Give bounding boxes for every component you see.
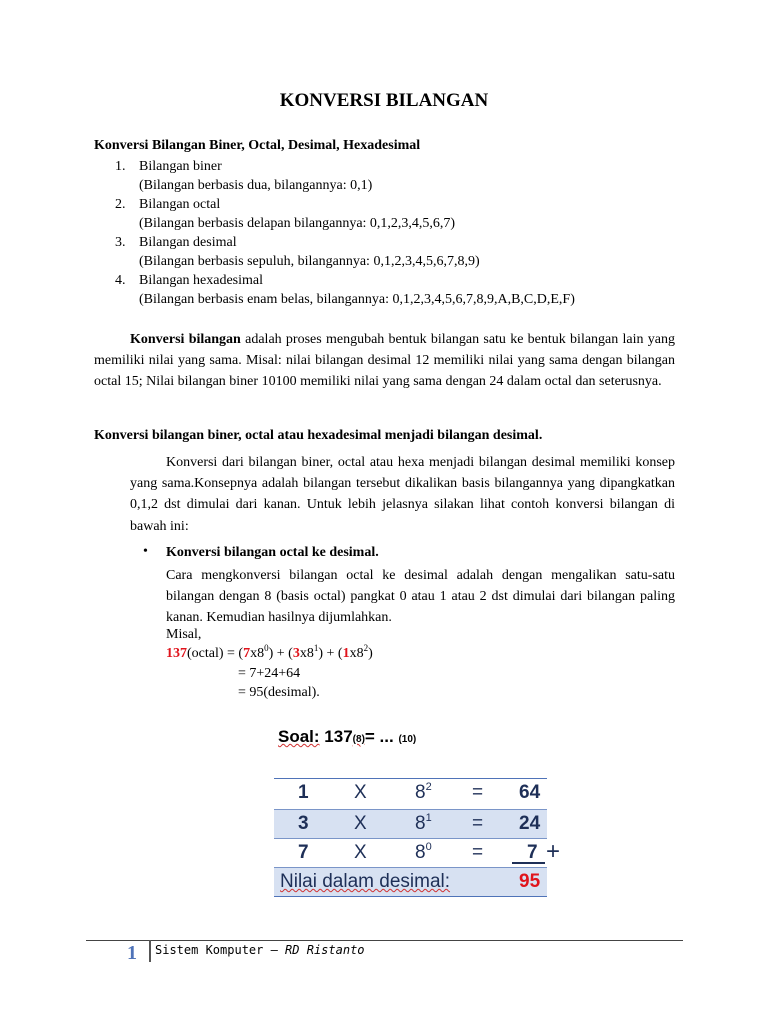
- list-item-label: Bilangan hexadesimal: [139, 273, 264, 288]
- list-item-desc: (Bilangan berbasis dua, bilangannya: 0,1): [139, 178, 373, 193]
- row-result: 24: [519, 813, 541, 834]
- bullet-heading: Konversi bilangan octal ke desimal.: [166, 545, 379, 560]
- list-item-desc: (Bilangan berbasis delapan bilangannya: 0,1,2,3,4,5,6,7): [139, 216, 456, 231]
- row-exponent: 2: [425, 781, 432, 793]
- row-base: 8: [415, 813, 426, 834]
- list-item-label: Bilangan desimal: [139, 235, 237, 250]
- table-total-row: [274, 867, 547, 897]
- list-item-desc: (Bilangan berbasis sepuluh, bilangannya: 0,1,2,3,4,5,6,7,8,9): [139, 254, 480, 269]
- section-heading-conversion: Konversi bilangan biner, octal atau hexadesimal menjadi bilangan desimal.: [94, 428, 543, 443]
- row-digit: 1: [298, 782, 309, 803]
- example-digit: 1: [342, 646, 350, 661]
- page-number: 1: [127, 942, 137, 964]
- list-item-label: Bilangan octal: [139, 197, 221, 212]
- list-item-label: Bilangan biner: [139, 159, 222, 174]
- sum-underline: [512, 862, 545, 864]
- footer-course: Sistem Komputer –: [155, 943, 286, 957]
- soal-base: (8): [352, 734, 365, 745]
- row-equals: =: [472, 782, 484, 803]
- example-digit: 3: [292, 646, 300, 661]
- row-result: 7: [527, 842, 538, 863]
- example-text: (octal) = (: [187, 646, 244, 661]
- list-number: 4.: [115, 273, 126, 288]
- table-row: [274, 838, 547, 867]
- soal-target: (10): [398, 734, 417, 745]
- misal-label: Misal,: [166, 627, 202, 642]
- intro-paragraph: [94, 329, 675, 393]
- row-operator: X: [354, 813, 367, 834]
- footer-divider: [86, 940, 683, 941]
- row-power: [415, 842, 432, 864]
- soal-eq: = ...: [364, 727, 394, 746]
- footer-text: [155, 943, 365, 957]
- example-text: ): [368, 646, 373, 661]
- row-digit: 3: [298, 813, 309, 834]
- row-operator: X: [354, 842, 367, 863]
- table-row: [274, 778, 547, 809]
- total-value: 95: [519, 871, 541, 892]
- bullet-icon: •: [143, 544, 148, 559]
- row-base: 8: [415, 782, 426, 803]
- example-exponent: 0: [264, 643, 269, 653]
- total-label: Nilai dalam desimal:: [280, 871, 451, 892]
- example-exponent: 2: [363, 643, 369, 653]
- table-row: [274, 809, 547, 838]
- list-item-desc: (Bilangan berbasis enam belas, bilangannya: 0,1,2,3,4,5,6,7,8,9,A,B,C,D,E,F): [139, 292, 575, 307]
- soal-number: 137: [324, 727, 353, 746]
- row-power: [415, 782, 432, 804]
- list-number: 1.: [115, 159, 126, 174]
- footer-author: RD Ristanto: [285, 943, 365, 957]
- row-exponent: 0: [425, 841, 432, 853]
- example-exponent: 1: [313, 643, 319, 653]
- page-title: KONVERSI BILANGAN: [279, 90, 489, 111]
- bullet-paragraph: Cara mengkonversi bilangan octal ke desimal adalah dengan mengalikan satu-satu bilangan dengan 8 (basis octal) pangkat 0 atau 1 atau 2 dst dimulai dari bilangan paling kanan. Kemudian hasilnya dijumlahkan.: [166, 568, 675, 626]
- row-power: [415, 813, 432, 835]
- section-heading-types: Konversi Bilangan Biner, Octal, Desimal, Hexadesimal: [94, 138, 421, 153]
- example-line-1: [166, 644, 373, 663]
- example-number: 137: [166, 646, 187, 661]
- example-digit: 7: [243, 646, 251, 661]
- example-text: x8: [299, 646, 314, 661]
- row-exponent: 1: [425, 812, 432, 824]
- example-text: x8: [250, 646, 265, 661]
- row-equals: =: [472, 842, 484, 863]
- example-text: x8: [349, 646, 364, 661]
- concept-paragraph: Konversi dari bilangan biner, octal atau hexa menjadi bilangan desimal memiliki konsep yang sama.Konsepnya adalah bilangan tersebut dikalikan basis bilangannya yang dipangkatkan 0,1,2 dst dimulai dari kanan. Untuk lebih jelasnya silakan lihat contoh konversi bilangan di bawah ini:: [130, 455, 675, 534]
- intro-text: adalah proses mengubah bentuk bilangan satu ke bentuk bilangan lain yang memiliki nilai yang sama. Misal: nilai bilangan desimal 12 memiliki nilai yang sama dengan bilangan octal 15; Nilai bilangan biner 10100 memiliki nilai yang sama dengan 24 dalam octal dan seterusnya.: [94, 332, 675, 390]
- row-base: 8: [415, 842, 426, 863]
- example-text: ) + (: [318, 646, 343, 661]
- row-equals: =: [472, 813, 484, 834]
- row-result: 64: [519, 782, 541, 803]
- list-number: 3.: [115, 235, 126, 250]
- list-number: 2.: [115, 197, 126, 212]
- plus-icon: +: [546, 838, 561, 865]
- example-line-2: = 7+24+64: [238, 666, 301, 681]
- intro-term: Konversi bilangan: [130, 332, 241, 347]
- conversion-table: [274, 778, 547, 897]
- soal-label: [278, 727, 416, 747]
- soal-prefix: Soal:: [278, 727, 320, 746]
- example-line-3: = 95(desimal).: [238, 685, 320, 700]
- example-text: ) + (: [268, 646, 293, 661]
- row-operator: X: [354, 782, 367, 803]
- row-digit: 7: [298, 842, 309, 863]
- footer-separator: [149, 940, 151, 962]
